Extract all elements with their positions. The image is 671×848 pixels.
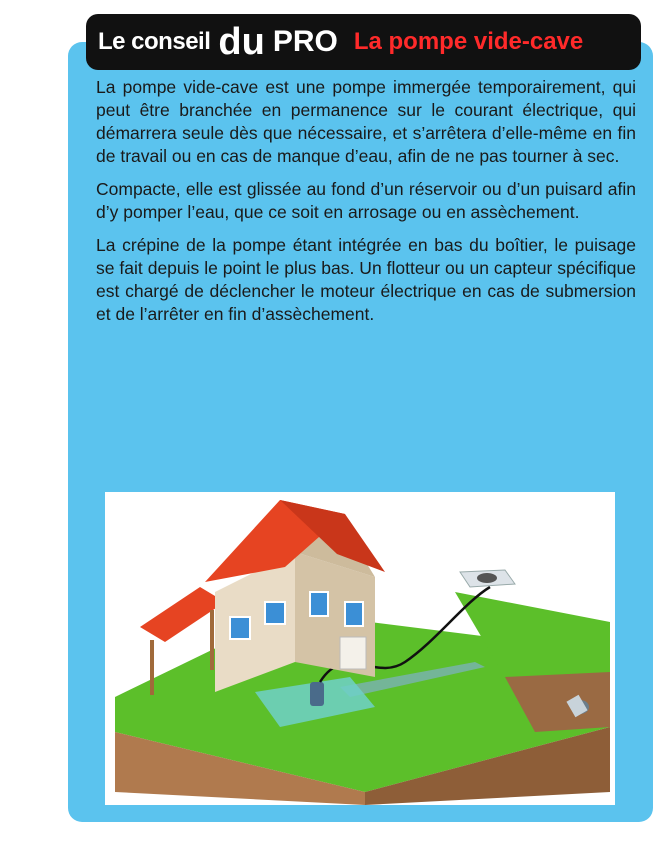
window-3 bbox=[310, 592, 328, 616]
pump-body bbox=[310, 682, 324, 706]
illustration-svg bbox=[105, 492, 615, 805]
header-du: du bbox=[218, 21, 265, 63]
header-topic: La pompe vide-cave bbox=[353, 28, 584, 55]
header-banner bbox=[86, 14, 641, 70]
carport-post bbox=[150, 640, 154, 695]
house-pump-illustration bbox=[105, 492, 615, 805]
paragraph-3: La crépine de la pompe étant intégrée en bas du boîtier, le puisage se fait depuis le point le plus bas. Un flotteur ou un capteur spécifique est chargé de déclencher le moteur électrique en cas de submersion et de l’arrêter en fin d’assèchement. bbox=[96, 235, 636, 324]
window-1 bbox=[230, 617, 250, 639]
header-prefix: Le conseil bbox=[98, 28, 211, 55]
carport-post-2 bbox=[210, 610, 214, 670]
paragraph-1: La pompe vide-cave est une pompe immergée temporairement, qui peut être branchée en permanence sur le courant électrique, qui démarrera seule dès que nécessaire, et s’arrêtera d’elle-même en fin de travail ou en cas de manque d’eau, afin de ne pas tourner à sec. bbox=[96, 77, 636, 166]
window-2 bbox=[265, 602, 285, 624]
body-text bbox=[96, 76, 636, 336]
paragraph-2: Compacte, elle est glissée au fond d’un réservoir ou d’un puisard afin d’y pomper l’eau, que ce soit en arrosage ou en assèchement. bbox=[96, 179, 636, 222]
manhole-cover bbox=[477, 573, 497, 583]
window-4 bbox=[345, 602, 363, 626]
header-pro: PRO bbox=[272, 25, 338, 58]
door bbox=[340, 637, 366, 669]
